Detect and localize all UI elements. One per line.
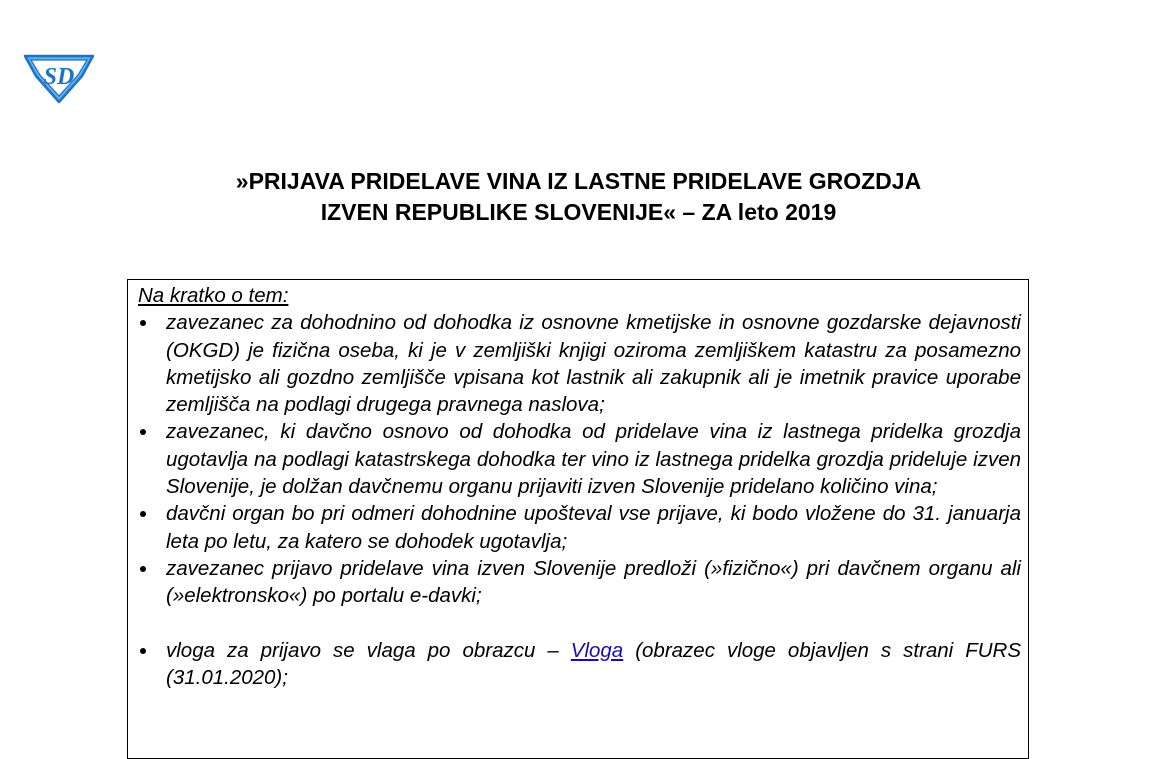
page-title-line-1: »PRIJAVA PRIDELAVE VINA IZ LASTNE PRIDELAVE GROZDJA bbox=[235, 168, 922, 194]
svg-text:SD: SD bbox=[43, 64, 75, 90]
list-item: zavezanec, ki davčno osnovo od dohodka od pridelave vina iz lastnega pridelka grozdja ugotavlja na podlagi katastrskega dohodka ter vino iz lastnega pridelka grozdja prideluje izven Slovenije, je dolžan davčnemu organu prijaviti izven Slovenije pridelano količino vina; bbox=[138, 418, 1021, 500]
list-item-text: vloga za prijavo se vlaga po obrazcu – bbox=[166, 638, 571, 662]
summary-content bbox=[138, 282, 1021, 691]
vloga-link[interactable]: Vloga bbox=[570, 638, 624, 662]
summary-heading: Na kratko o tem: bbox=[138, 284, 289, 307]
list-item: davčni organ bo pri odmeri dohodnine upošteval vse prijave, ki bodo vložene do 31. januarja leta po letu, za katero se dohodek ugotavlja; bbox=[138, 500, 1021, 555]
list-item bbox=[138, 637, 1021, 692]
summary-list bbox=[138, 309, 1021, 691]
list-item: zavezanec prijavo pridelave vina izven Slovenije predloži (»fizično«) pri davčnem organu ali (»elektronsko«) po portalu e-davki; bbox=[138, 555, 1021, 610]
sd-shield-logo-icon bbox=[22, 50, 96, 104]
list-item: zavezanec za dohodnino od dohodka iz osnovne kmetijske in osnovne gozdarske dejavnosti (OKGD) je fizična oseba, ki je v zemljiški knjigi oziroma zemljiškem katastru za posamezno kmetijsko ali gozdno zemljišče vpisana kot lastnik ali zakupnik ali je imetnik pravice uporabe zemljišča na podlagi drugega pravnega naslova; bbox=[138, 309, 1021, 418]
list-item-text: (obrazec vloge objavljen s strani FURS (31.01.2020); bbox=[166, 638, 1022, 689]
page-title-line-2: IZVEN REPUBLIKE SLOVENIJE« – ZA leto 2019 bbox=[320, 199, 837, 225]
